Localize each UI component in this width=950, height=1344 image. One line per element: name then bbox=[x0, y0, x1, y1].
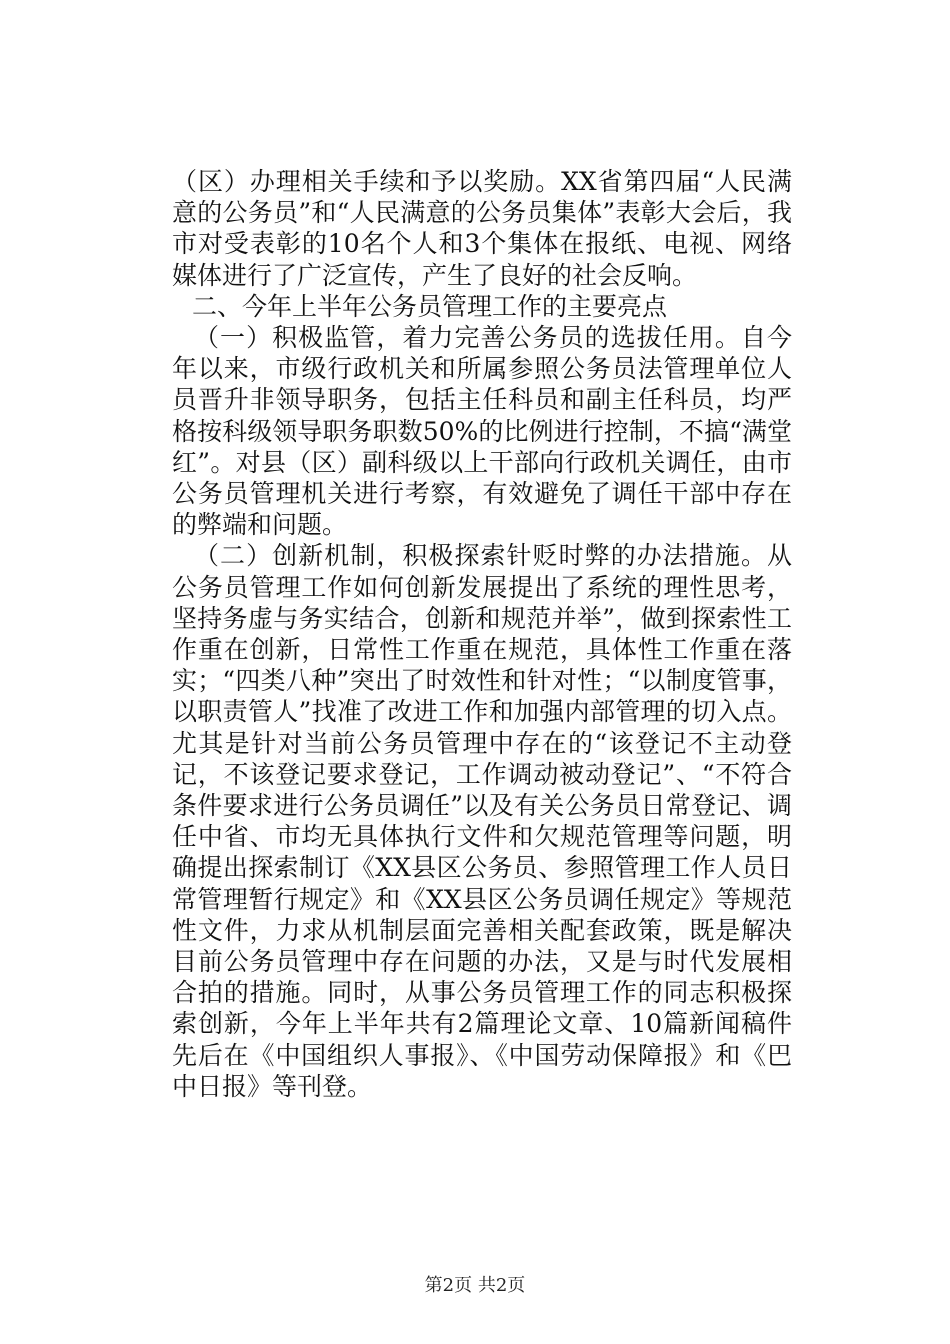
document-body bbox=[172, 166, 792, 1102]
section-heading: 二、今年上半年公务员管理工作的主要亮点 bbox=[192, 291, 668, 321]
paragraph-supervision: （一）积极监管，着力完善公务员的选拔任用。自今年以来，市级行政机关和所属参照公务员法管理单位人员晋升非领导职务，包括主任科员和副主任科员，均严格按科级领导职务职数50%的比例进行控制，不搞“满堂红”。对县（区）副科级以上干部向行政机关调任，由市公务员管理机关进行考察，有效避免了调任干部中存在的弊端和问题。 bbox=[172, 323, 792, 540]
page-footer: 第2页 共2页 bbox=[424, 1275, 526, 1296]
paragraph-continuation: （区）办理相关手续和予以奖励。XX省第四届“人民满意的公务员”和“人民满意的公务员集体”表彰大会后，我市对受表彰的10名个人和3个集体在报纸、电视、网络媒体进行了广泛宣传，产生了良好的社会反响。 bbox=[172, 167, 792, 290]
paragraph-innovation: （二）创新机制，积极探索针贬时弊的办法措施。从公务员管理工作如何创新发展提出了系统的理性思考，坚持务虚与务实结合，创新和规范并举”，做到探索性工作重在创新，日常性工作重在规范，具体性工作重在落实；“四类八种”突出了时效性和针对性；“以制度管事，以职责管人”找准了改进工作和加强内部管理的切入点。尤其是针对当前公务员管理中存在的“该登记不主动登记，不该登记要求登记，工作调动被动登记”、“不符合条件要求进行公务员调任”以及有关公务员日常登记、调任中省、市均无具体执行文件和欠规范管理等问题，明确提出探索制订《XX县区公务员、参照管理工作人员日常管理暂行规定》和《XX县区公务员调任规定》等规范性文件，力求从机制层面完善相关配套政策，既是解决目前公务员管理中存在问题的办法，又是与时代发展相合拍的措施。同时，从事公务员管理工作的同志积极探索创新，今年上半年共有2篇理论文章、10篇新闻稿件先后在《中国组织人事报》、《中国劳动保障报》和《巴中日报》等刊登。 bbox=[172, 541, 792, 1101]
